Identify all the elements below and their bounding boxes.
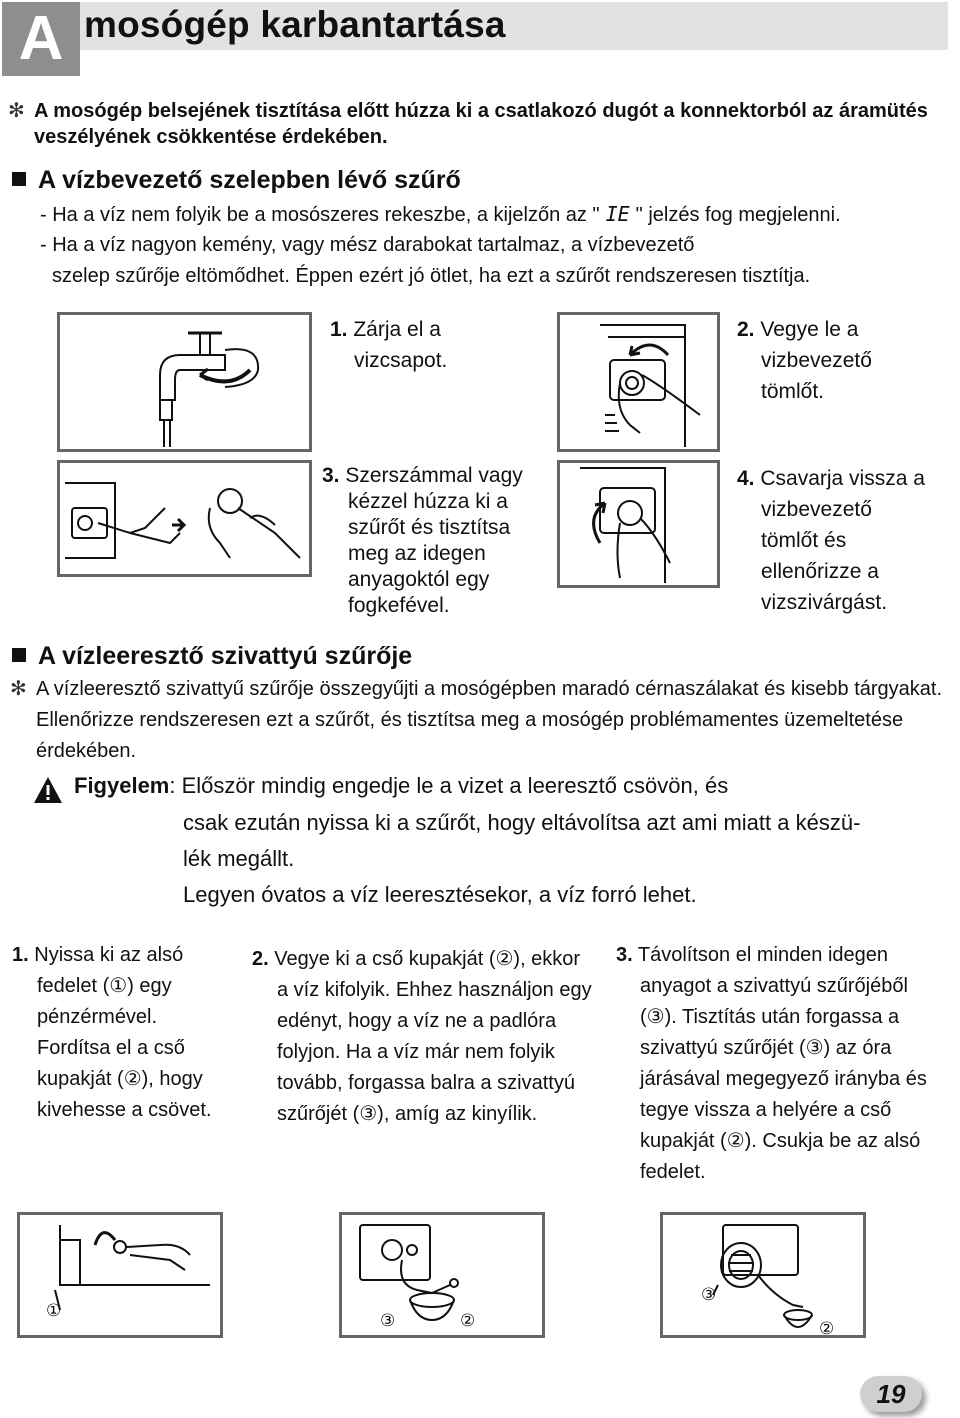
callout-cover: ① (46, 1301, 62, 1320)
step-text: fedelet. (640, 1161, 706, 1183)
warning-line-3: lék megállt. (183, 846, 295, 871)
step-text: tegye vissza a helyére a cső (640, 1099, 892, 1121)
step-text: vizbevezető (761, 349, 872, 372)
pump-note-line: A vízleeresztő szivattyű szűrője összegyűjti a mosógépben maradó cérnaszálakat és kisebb tárgyakat. (36, 678, 943, 700)
step-text: járásával megegyező irányba és (640, 1068, 927, 1090)
asterisk-icon: ✻ (10, 678, 27, 700)
figure-remove-hose (557, 312, 720, 452)
step-number: 2. (252, 948, 269, 970)
pump-step-2 (252, 944, 602, 1144)
callout-pump-filter: ③ (380, 1311, 396, 1330)
step-text: fogkefével. (348, 594, 450, 617)
step-text: vizcsapot. (354, 349, 448, 372)
intro-note-line: veszélyének csökkentése érdekében. (34, 126, 388, 148)
section-title-pump-filter (12, 642, 412, 671)
faucet-illustration (60, 315, 309, 449)
step-number: 2. (737, 318, 755, 341)
warning-triangle-icon (32, 775, 64, 805)
step-text: pénzérmével. (37, 1006, 158, 1028)
intro-note-line: A mosógép belsejének tisztítása előtt húzza ki a csatlakozó dugót a konnektorból az áramütés (34, 100, 928, 122)
pump-note-line: Ellenőrizze rendszeresen ezt a szűrőt, és tisztítsa meg a mosógép problémamentes üzemeltetése (36, 709, 904, 731)
step-text: ellenőrizze a (761, 560, 879, 583)
step-text: szivattyú szűrőjét (③) az óra (640, 1037, 892, 1059)
section-title-text: A vízleeresztő szivattyú szűrője (38, 642, 413, 670)
step-text: Zárja el a (353, 318, 441, 341)
step-text: vizbevezető (761, 498, 872, 521)
step-text: (③). Tisztítás után forgassa a (640, 1006, 900, 1028)
figure-drain-water (339, 1212, 545, 1338)
step-text: kupakját (②). Csukja be az alsó (640, 1130, 921, 1152)
inlet-line-1 (40, 199, 841, 231)
step-text: Szerszámmal vagy (345, 464, 523, 487)
step-number: 1. (12, 944, 29, 966)
inlet-line-1-post: " jelzés fog megjelenni. (635, 204, 841, 226)
step-text: a víz kifolyik. Ehhez használjon egy (277, 979, 592, 1001)
inlet-line-3: szelep szűrője eltömődhet. Éppen ezért jó ötlet, ha ezt a szűrőt rendszeresen tisztítja. (52, 265, 811, 287)
step-text: Nyissa ki az alsó (34, 944, 184, 966)
step-text: kivehesse a csövet. (37, 1099, 212, 1121)
figure-clean-filter (57, 460, 312, 577)
figure-open-cover (17, 1212, 223, 1338)
inlet-line-1-pre: - Ha a víz nem folyik be a mosószeres rekeszbe, a kijelzőn az " (40, 204, 600, 226)
remove-filter-illustration (663, 1215, 863, 1335)
step-number: 3. (616, 944, 633, 966)
step-text: Távolítson el minden idegen (637, 944, 889, 966)
warning-label: Figyelem (74, 773, 170, 798)
inlet-line-2: - Ha a víz nagyon kemény, vagy mész darabokat tartalmaz, a vízbevezető (40, 234, 695, 256)
step-text: Vegye ki a cső kupakját (②), ekkor (274, 948, 581, 970)
step-text: szűrőjét (③), amíg az kinyílik. (277, 1103, 538, 1125)
warning-line-1 (74, 768, 728, 804)
warning-text: : Először mindig engedje le a vizet a leeresztő csövön, és (169, 773, 729, 798)
step-text: kézzel húzza ki a (348, 490, 508, 513)
step-text: Fordítsa el a cső (37, 1037, 185, 1059)
step-text: kupakját (②), hogy (37, 1068, 203, 1090)
remove-hose-illustration (560, 315, 717, 449)
step-text: Vegye le a (760, 318, 859, 341)
pump-note-line: érdekében. (36, 740, 137, 762)
step-number: 4. (737, 467, 755, 490)
step-number: 3. (322, 464, 340, 487)
callout-pump-filter: ③ (701, 1285, 717, 1304)
step-text: Csavarja vissza a (760, 467, 925, 490)
step-text: anyagoktól egy (348, 568, 490, 591)
drain-water-illustration (342, 1215, 542, 1335)
section-title-text: A vízbevezető szelepben lévő szűrő (38, 166, 461, 194)
warning-line-4: Legyen óvatos a víz leeresztésekor, a víz forró lehet. (183, 882, 697, 907)
section-title-inlet-filter (12, 166, 461, 195)
clean-filter-illustration (60, 463, 309, 574)
figure-reattach-hose (557, 460, 720, 588)
step-text: vizszivárgást. (761, 591, 888, 614)
figure-close-faucet (57, 312, 312, 452)
step-number: 1. (330, 318, 348, 341)
pump-step-3 (616, 940, 946, 1200)
callout-hose-cap: ② (460, 1311, 476, 1330)
step-text: fedelet (①) egy (37, 975, 172, 997)
step-text: szűrőt és tisztítsa (348, 516, 511, 539)
page-number: 19 (876, 1379, 906, 1409)
square-bullet-icon (12, 172, 26, 186)
warning-line-2: csak ezután nyissa ki a szűrőt, hogy eltávolítsa azt ami miatt a készü- (183, 810, 861, 835)
step-text: tömlőt és (761, 529, 847, 552)
square-bullet-icon (12, 648, 26, 662)
ie-error-code: IE (605, 202, 630, 226)
page-number-badge (850, 1368, 930, 1416)
callout-hose-cap: ② (819, 1319, 835, 1338)
asterisk-icon: ✻ (8, 100, 25, 122)
pump-step-1 (12, 940, 232, 1140)
reattach-hose-illustration (560, 463, 717, 585)
step-text: tovább, forgassa balra a szivattyú (277, 1072, 575, 1094)
figure-remove-filter (660, 1212, 866, 1338)
step-text: tömlőt. (761, 380, 825, 403)
step-text: meg az idegen (348, 542, 486, 565)
chapter-letter: A (2, 2, 80, 76)
step-text: edényt, hogy a víz ne a padlóra (277, 1010, 557, 1032)
step-text: anyagot a szivattyú szűrőjéből (640, 975, 908, 997)
step-text: folyjon. Ha a víz már nem folyik (277, 1041, 555, 1063)
page-title: mosógép karbantartása (84, 4, 506, 45)
